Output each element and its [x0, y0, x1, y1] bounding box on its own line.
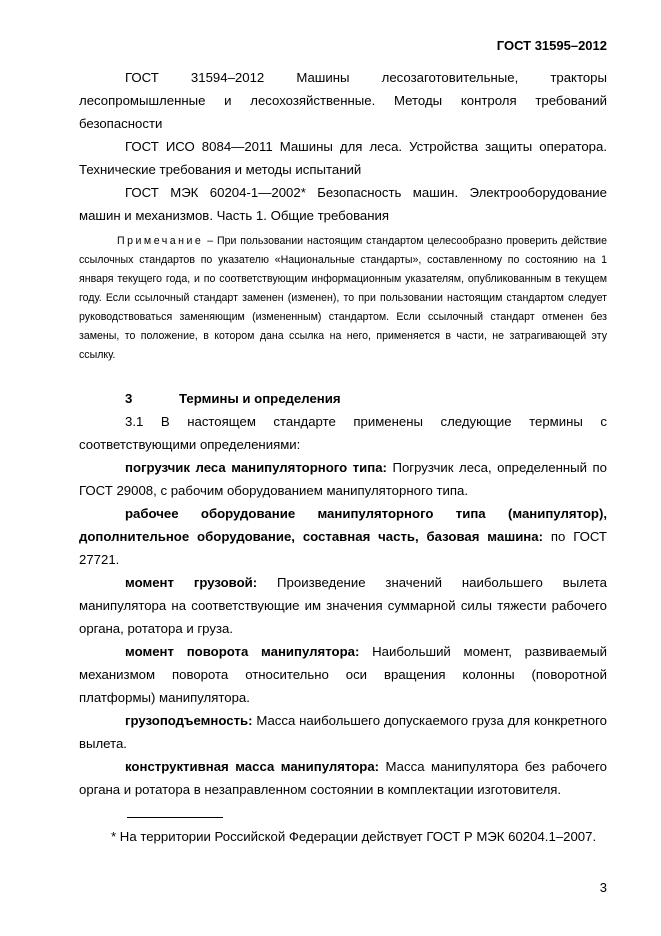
- term-name: конструктивная масса манипулятора:: [125, 759, 380, 774]
- footnote-divider: [127, 817, 223, 818]
- note-text: – При пользовании настоящим стандартом целесообразно проверить действие ссылочных стандартов по указателю «Национальные стандарты», составленному по состоянию на 1 января текущего года, и по соответствующим информационным указателям, опубликованным в текущем году. Если ссылочный стандарт заменен (изменен), то при пользовании настоящим стандартом следует руководствоваться заменяющим (измененным) стандартом. Если ссылочный стандарт отменен без замены, то положение, в котором дана ссылка на него, применяется в части, не затрагивающей эту ссылку.: [79, 235, 607, 361]
- reference-item: ГОСТ МЭК 60204-1—2002* Безопасность машин. Электрооборудование машин и механизмов. Часть 1. Общие требования: [79, 185, 607, 223]
- term-name: рабочее оборудование манипуляторного типа (манипулятор), дополнительное оборудование, составная часть, базовая машина:: [79, 506, 607, 544]
- term-definition: Масса наибольшего допускаемого груза для конкретного вылета.: [79, 713, 607, 751]
- section-intro: 3.1 В настоящем стандарте применены следующие термины с соответствующими определениями:: [79, 414, 607, 452]
- term-definition: Произведение значений наибольшего вылета манипулятора на соответствующие им значения суммарной силы тяжести рабочего органа, ротатора и груза.: [79, 575, 607, 636]
- term-definition: Погрузчик леса, определенный по ГОСТ 29008, с рабочим оборудованием манипуляторного типа.: [79, 460, 608, 498]
- term-entry: [79, 755, 607, 801]
- note-label: Примечание: [117, 235, 204, 247]
- term-name: грузоподъемность:: [125, 713, 253, 728]
- term-entry: [79, 709, 607, 755]
- term-name: момент грузовой:: [125, 575, 258, 590]
- main-content: [79, 66, 607, 801]
- term-entry: [79, 640, 607, 709]
- term-name: погрузчик леса манипуляторного типа:: [125, 460, 387, 475]
- footnote: * На территории Российской Федерации действует ГОСТ Р МЭК 60204.1–2007.: [111, 829, 597, 844]
- term-definition: по ГОСТ 27721.: [79, 529, 607, 567]
- section-heading: [79, 387, 607, 410]
- term-entry: [79, 456, 607, 502]
- term-entry: [79, 502, 607, 571]
- section-number: 3: [125, 391, 133, 406]
- page-number: 3: [599, 880, 607, 895]
- reference-item: ГОСТ 31594–2012 Машины лесозаготовительные, тракторы лесопромышленные и лесохозяйственные. Методы контроля требований безопасности: [79, 70, 607, 131]
- term-entry: [79, 571, 607, 640]
- term-definition: Масса манипулятора без рабочего органа и ротатора в незаправленном состоянии в комплектации изготовителя.: [79, 759, 607, 797]
- term-definition: Наибольший момент, развиваемый механизмом поворота относительно оси вращения колонны (поворотной платформы) манипулятора.: [79, 644, 607, 705]
- term-name: момент поворота манипулятора:: [125, 644, 360, 659]
- note-block: [79, 232, 607, 365]
- document-header: ГОСТ 31595–2012: [496, 38, 607, 53]
- section-title: Термины и определения: [179, 391, 341, 406]
- reference-item: ГОСТ ИСО 8084—2011 Машины для леса. Устройства защиты оператора. Технические требования и методы испытаний: [79, 139, 607, 177]
